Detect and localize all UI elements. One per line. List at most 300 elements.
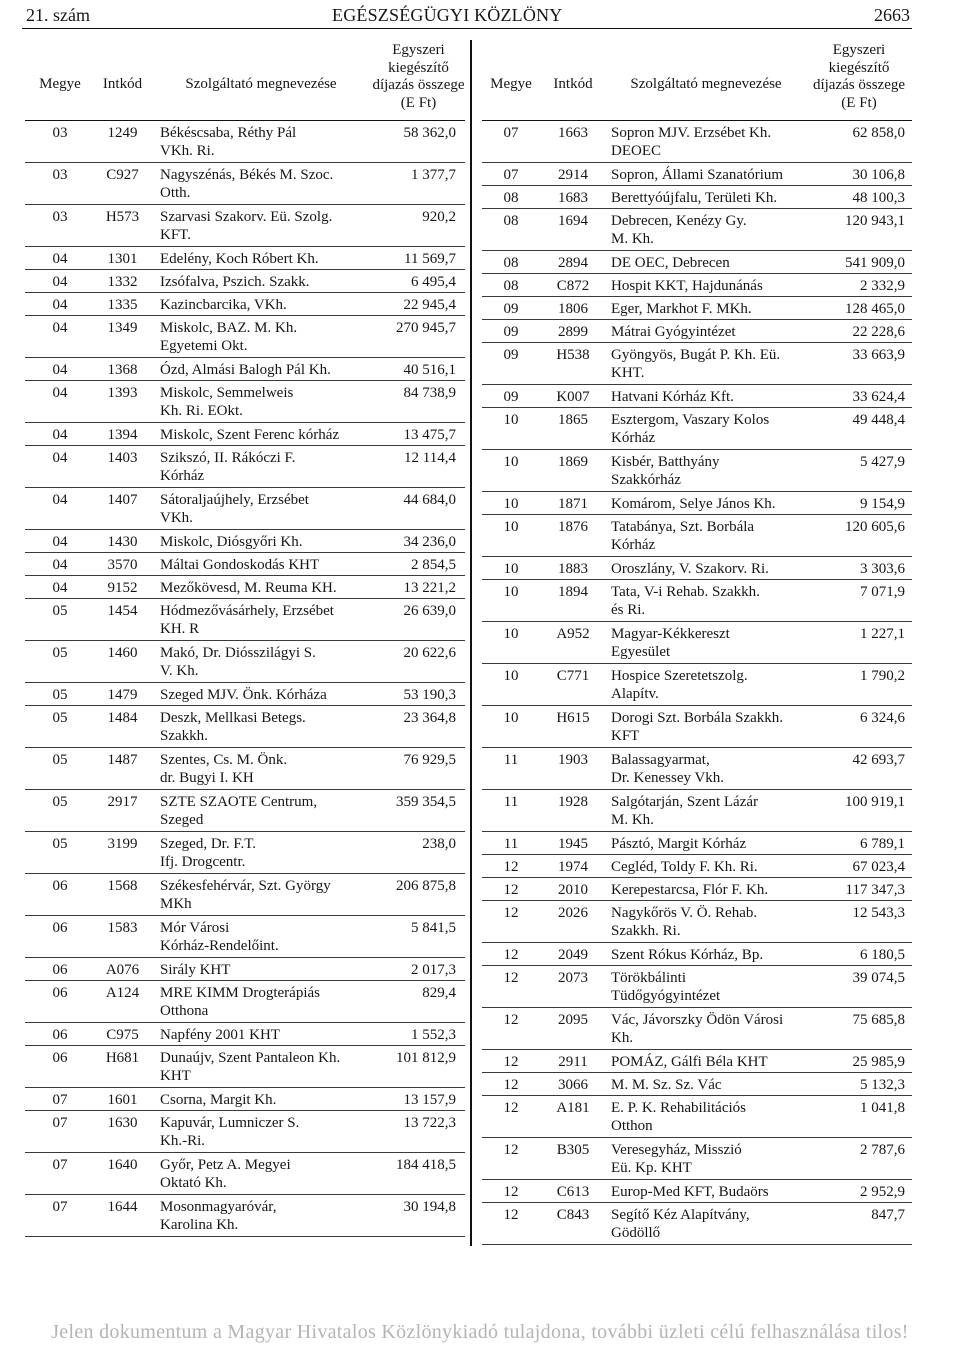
table-row — [482, 515, 912, 557]
table-body — [25, 121, 465, 1237]
institution-code: 1694 — [558, 213, 588, 229]
provider-name-line: Miskolc, BAZ. M. Kh. — [160, 320, 298, 336]
county-code: 07 — [52, 1199, 68, 1215]
provider-name-line: Izsófalva, Pszich. Szakk. — [160, 274, 310, 290]
amount: 359 354,5 — [396, 794, 456, 810]
column-header-county: Megye — [490, 76, 532, 92]
county-code: 12 — [503, 1184, 519, 1200]
amount: 6 495,4 — [411, 274, 456, 290]
provider-name — [150, 709, 372, 747]
provider-name-line: Ózd, Almási Balogh Pál Kh. — [160, 362, 331, 378]
table-row — [482, 163, 912, 186]
county-code: 04 — [52, 534, 68, 550]
county-code: 07 — [503, 167, 519, 183]
provider-name — [150, 556, 372, 575]
provider-name — [606, 1076, 806, 1095]
amount: 12 543,3 — [852, 905, 905, 921]
county-code: 10 — [503, 412, 519, 428]
table-row — [25, 247, 465, 270]
table-row — [482, 622, 912, 664]
journal-title: EGÉSZSÉGÜGYI KÖZLÖNY — [332, 5, 563, 25]
provider-name — [606, 667, 806, 705]
amount: 49 448,4 — [852, 412, 905, 428]
provider-name — [150, 1049, 372, 1087]
provider-name — [150, 1026, 372, 1045]
provider-name-line: Mosonmagyaróvár, — [160, 1199, 277, 1215]
provider-name-line: Salgótarján, Szent Lázár — [611, 794, 759, 810]
provider-name — [606, 1053, 806, 1072]
county-code: 12 — [503, 970, 519, 986]
provider-name-line: dr. Bugyi I. KH — [160, 770, 254, 786]
institution-code: 1332 — [107, 274, 138, 290]
provider-name-line: Veresegyház, Misszió — [611, 1142, 742, 1158]
provider-name — [606, 835, 806, 854]
amount: 238,0 — [422, 836, 456, 852]
provider-name-line: Szeged, Dr. F.T. — [160, 836, 257, 852]
provider-name-line: M. Kh. — [611, 812, 654, 828]
county-code: 12 — [503, 947, 519, 963]
table-row — [482, 878, 912, 901]
provider-name — [150, 273, 372, 292]
county-code: 04 — [52, 385, 68, 401]
table-row — [25, 958, 465, 981]
county-code: 09 — [503, 389, 519, 405]
table-row — [482, 320, 912, 343]
county-code: 04 — [52, 297, 68, 313]
amount: 1 790,2 — [860, 668, 905, 684]
provider-name — [606, 254, 806, 273]
amount: 33 663,9 — [852, 347, 905, 363]
column-header-amount-line: kiegészítő — [828, 59, 890, 76]
page-number: 2663 — [874, 5, 910, 25]
provider-name — [150, 296, 372, 315]
institution-code: A124 — [105, 985, 140, 1001]
table-row — [482, 580, 912, 622]
provider-name-line: MRE KIMM Drogterápiás — [160, 985, 320, 1001]
amount: 1 552,3 — [411, 1027, 456, 1043]
institution-code: 2010 — [558, 882, 588, 898]
institution-code: 1301 — [107, 251, 138, 267]
provider-name-line: DEOEC — [611, 143, 661, 159]
institution-code: 1249 — [107, 125, 138, 141]
county-code: 10 — [503, 710, 519, 726]
county-code: 08 — [503, 255, 519, 271]
provider-name-line: Karolina Kh. — [160, 1217, 239, 1233]
amount: 75 685,8 — [852, 1012, 905, 1028]
table-row — [25, 381, 465, 423]
provider-name-line: KHT — [160, 1068, 191, 1084]
table-row — [25, 1023, 465, 1046]
column-header-amount-line: díjazás összege — [812, 77, 906, 93]
provider-name-line: Kh.-Ri. — [160, 1133, 205, 1149]
column-header-amount-line: Egyszeri — [392, 42, 445, 58]
table-row — [482, 186, 912, 209]
table-row — [482, 385, 912, 408]
column-header-provider: Szolgáltató megnevezése — [630, 76, 782, 92]
provider-name-line: Esztergom, Vaszary Kolos — [611, 412, 770, 428]
provider-name-line: SZTE SZAOTE Centrum, — [160, 794, 318, 810]
amount: 13 221,2 — [403, 580, 456, 596]
institution-code: 1335 — [107, 297, 138, 313]
institution-code: 2914 — [558, 167, 588, 183]
provider-name-line: Miskolc, Szent Ferenc kórház — [160, 427, 340, 443]
table-row — [482, 450, 912, 492]
provider-name-line: Hódmezővásárhely, Erzsébet — [160, 603, 334, 619]
institution-code: 1479 — [107, 687, 138, 703]
institution-code: 2026 — [558, 905, 588, 921]
amount: 2 854,5 — [411, 557, 456, 573]
provider-name — [150, 579, 372, 598]
table-row — [482, 1008, 912, 1050]
amount: 42 693,7 — [852, 752, 905, 768]
county-code: 12 — [503, 1012, 519, 1028]
provider-name-line: Eü. Kp. KHT — [611, 1160, 692, 1176]
provider-name-line: Egyetemi Okt. — [160, 338, 248, 354]
county-code: 10 — [503, 626, 519, 642]
column-header-amount-line: (E Ft) — [400, 94, 437, 111]
provider-name-line: Tatabánya, Szt. Borbála — [611, 519, 755, 535]
table-row — [25, 874, 465, 916]
county-code: 09 — [503, 347, 519, 363]
provider-name — [150, 1156, 372, 1194]
provider-name-line: Napfény 2001 KHT — [160, 1027, 280, 1043]
amount: 920,2 — [422, 209, 456, 225]
amount: 128 465,0 — [845, 301, 905, 317]
table-row — [482, 251, 912, 274]
provider-name-line: Sopron MJV. Erzsébet Kh. — [611, 125, 772, 141]
provider-name — [606, 124, 806, 162]
table-row — [482, 966, 912, 1008]
county-code: 10 — [503, 668, 519, 684]
table-row — [482, 492, 912, 515]
county-code: 12 — [503, 1054, 519, 1070]
amount: 5 132,3 — [860, 1077, 905, 1093]
institution-code: 1430 — [107, 534, 138, 550]
table-row — [25, 423, 465, 446]
provider-name-line: Segítő Kéz Alapítvány, — [611, 1207, 750, 1223]
provider-name-line: Pásztó, Margit Kórház — [611, 836, 747, 852]
table-row — [482, 855, 912, 878]
provider-name-line: POMÁZ, Gálfi Béla KHT — [611, 1054, 768, 1070]
institution-code: 2073 — [558, 970, 588, 986]
amount: 5 427,9 — [860, 454, 905, 470]
county-code: 04 — [52, 362, 68, 378]
provider-name — [606, 323, 806, 342]
amount: 6 789,1 — [860, 836, 905, 852]
provider-name-line: Magyar-Kékkereszt — [611, 626, 730, 642]
table-row — [482, 297, 912, 320]
provider-name-line: Kazincbarcika, VKh. — [160, 297, 287, 313]
amount: 23 364,8 — [403, 710, 456, 726]
provider-name — [150, 1114, 372, 1152]
county-code: 12 — [503, 1100, 519, 1116]
institution-code: 1460 — [107, 645, 138, 661]
institution-code: 2894 — [558, 255, 588, 271]
amount: 34 236,0 — [403, 534, 456, 550]
amount: 1 227,1 — [860, 626, 905, 642]
provider-name-line: E. P. K. Rehabilitációs — [611, 1100, 746, 1116]
county-code: 04 — [52, 557, 68, 573]
amount: 44 684,0 — [403, 492, 456, 508]
table-row — [25, 1195, 465, 1237]
institution-code: 1601 — [107, 1092, 138, 1108]
institution-code: H681 — [105, 1050, 140, 1066]
amount: 30 106,8 — [852, 167, 905, 183]
institution-code: 1876 — [558, 519, 588, 535]
county-code: 10 — [503, 584, 519, 600]
provider-name-line: Balassagyarmat, — [611, 752, 710, 768]
provider-name — [606, 277, 806, 296]
amount: 76 929,5 — [403, 752, 456, 768]
amount: 39 074,5 — [852, 970, 905, 986]
provider-name-line: M. M. Sz. Sz. Vác — [611, 1077, 722, 1093]
county-code: 10 — [503, 561, 519, 577]
amount: 206 875,8 — [396, 878, 456, 894]
amount: 25 985,9 — [852, 1054, 905, 1070]
provider-name — [606, 1183, 806, 1202]
provider-name-line: KHT. — [611, 365, 645, 381]
institution-code: 1568 — [107, 878, 138, 894]
provider-name-line: Miskolc, Diósgyőri Kh. — [160, 534, 303, 550]
provider-name-line: Szikszó, II. Rákóczi F. — [160, 450, 296, 466]
table-row — [482, 343, 912, 385]
institution-code: 1883 — [558, 561, 588, 577]
provider-name-line: Nagyszénás, Békés M. Szoc. — [160, 167, 334, 183]
column-header-code: Intkód — [102, 76, 143, 92]
provider-name-line: MKh — [160, 896, 192, 912]
provider-name-line: Szarvasi Szakorv. Eü. Szolg. — [160, 209, 333, 225]
institution-code: 1407 — [107, 492, 138, 508]
table-row — [25, 446, 465, 488]
provider-name-line: V. Kh. — [160, 663, 199, 679]
provider-name-line: Sirály KHT — [160, 962, 231, 978]
institution-code: 1349 — [107, 320, 138, 336]
provider-name-line: Kórház — [160, 468, 205, 484]
table-row — [25, 599, 465, 641]
table-body — [482, 121, 912, 1245]
county-code: 09 — [503, 324, 519, 340]
amount: 40 516,1 — [403, 362, 456, 378]
provider-name-line: VKh. — [160, 510, 193, 526]
provider-name — [606, 300, 806, 319]
table-row — [482, 1096, 912, 1138]
provider-name-line: Sopron, Állami Szanatórium — [611, 167, 784, 183]
institution-code: A952 — [556, 626, 590, 642]
county-code: 12 — [503, 1207, 519, 1223]
column-header-provider: Szolgáltató megnevezése — [185, 76, 337, 92]
provider-name — [150, 533, 372, 552]
county-code: 03 — [52, 167, 68, 183]
provider-name-line: Miskolc, Semmelweis — [160, 385, 294, 401]
institution-code: C771 — [556, 668, 590, 684]
amount: 1 377,7 — [411, 167, 456, 183]
county-code: 06 — [52, 962, 68, 978]
table-header — [25, 40, 465, 121]
table-row — [482, 408, 912, 450]
column-header-amount-line: kiegészítő — [388, 59, 449, 76]
provider-name-line: Tata, V-i Rehab. Szakkh. — [611, 584, 760, 600]
amount: 2 332,9 — [860, 278, 905, 294]
provider-name-line: Cegléd, Toldy F. Kh. Ri. — [611, 859, 758, 875]
county-code: 06 — [52, 1050, 68, 1066]
amount: 1 041,8 — [860, 1100, 905, 1116]
provider-name-line: Berettyóújfalu, Területi Kh. — [611, 190, 778, 206]
table-row — [25, 981, 465, 1023]
provider-name — [150, 208, 372, 246]
provider-name — [606, 625, 806, 663]
provider-name — [606, 583, 806, 621]
amount: 184 418,5 — [396, 1157, 456, 1173]
provider-name — [150, 751, 372, 789]
table-row — [482, 1203, 912, 1245]
institution-code: 1894 — [558, 584, 588, 600]
table-row — [25, 358, 465, 381]
provider-name — [150, 166, 372, 204]
county-code: 12 — [503, 1077, 519, 1093]
amount: 12 114,4 — [404, 450, 456, 466]
table-row — [25, 316, 465, 358]
table-row — [25, 790, 465, 832]
amount: 100 919,1 — [845, 794, 905, 810]
amount: 541 909,0 — [845, 255, 905, 271]
provider-name — [150, 250, 372, 269]
table-row — [482, 1138, 912, 1180]
provider-name-line: Csorna, Margit Kh. — [160, 1092, 277, 1108]
table-row — [482, 557, 912, 580]
institution-code: 1454 — [107, 603, 138, 619]
provider-name-line: Alapítv. — [611, 686, 659, 702]
provider-name — [606, 388, 806, 407]
amount: 26 639,0 — [403, 603, 456, 619]
column-header-amount-line: Egyszeri — [832, 42, 886, 58]
county-code: 04 — [52, 492, 68, 508]
institution-code: C613 — [556, 1184, 590, 1200]
amount: 6 180,5 — [860, 947, 905, 963]
provider-name-line: Szeged MJV. Önk. Kórháza — [160, 687, 327, 703]
provider-name — [150, 644, 372, 682]
provider-name-line: Otthona — [160, 1003, 209, 1019]
provider-name-line: Deszk, Mellkasi Betegs. — [160, 710, 306, 726]
provider-name — [606, 411, 806, 449]
provider-name — [150, 491, 372, 529]
provider-name-line: KFT — [611, 728, 640, 744]
institution-code: 2917 — [107, 794, 138, 810]
column-header-code: Intkód — [553, 76, 593, 92]
provider-name — [150, 877, 372, 915]
page-header — [22, 3, 912, 29]
provider-name — [150, 686, 372, 705]
amount: 101 812,9 — [396, 1050, 456, 1066]
table-row — [25, 553, 465, 576]
provider-name — [150, 984, 372, 1022]
provider-name — [150, 319, 372, 357]
amount: 13 475,7 — [403, 427, 456, 443]
provider-name-line: Ifj. Drogcentr. — [160, 854, 246, 870]
provider-name-line: Hatvani Kórház Kft. — [611, 389, 734, 405]
provider-name-line: Szakkórház — [611, 472, 681, 488]
provider-name — [606, 518, 806, 556]
county-code: 08 — [503, 278, 519, 294]
column-header-county: Megye — [39, 76, 81, 92]
institution-code: B305 — [556, 1142, 590, 1158]
table-row — [482, 943, 912, 966]
column-header-amount-line: díjazás összege — [372, 77, 465, 93]
provider-name — [150, 919, 372, 957]
provider-name-line: Máltai Gondoskodás KHT — [160, 557, 320, 573]
county-code: 12 — [503, 1142, 519, 1158]
amount: 11 569,7 — [404, 251, 456, 267]
county-code: 06 — [52, 985, 68, 1001]
provider-name-line: és Ri. — [611, 602, 646, 618]
institution-code: 1487 — [107, 752, 138, 768]
table-row — [25, 1088, 465, 1111]
county-code: 11 — [503, 836, 519, 852]
institution-code: K007 — [556, 389, 590, 405]
county-code: 07 — [503, 125, 519, 141]
provider-name-line: Mátrai Gyógyintézet — [611, 324, 736, 340]
provider-name-line: Kh. Ri. EOkt. — [160, 403, 243, 419]
provider-name-line: Gödöllő — [611, 1225, 661, 1241]
provider-name — [150, 426, 372, 445]
provider-name-line: Eger, Markhot F. MKh. — [611, 301, 752, 317]
amount: 20 622,6 — [403, 645, 456, 661]
county-code: 05 — [52, 710, 68, 726]
provider-name — [150, 449, 372, 487]
institution-code: 1663 — [558, 125, 588, 141]
table-row — [25, 121, 465, 163]
provider-name-line: Komárom, Selye János Kh. — [611, 496, 776, 512]
amount: 33 624,4 — [852, 389, 905, 405]
table-row — [482, 274, 912, 297]
provider-name-line: Kh. — [611, 1030, 634, 1046]
institution-code: 1484 — [107, 710, 138, 726]
institution-code: 2911 — [558, 1054, 588, 1070]
institution-code: 1640 — [107, 1157, 138, 1173]
institution-code: 1644 — [107, 1199, 138, 1215]
county-code: 10 — [503, 496, 519, 512]
table-row — [482, 790, 912, 832]
amount: 2 017,3 — [411, 962, 456, 978]
provider-name-line: Otth. — [160, 185, 191, 201]
amount: 53 190,3 — [403, 687, 456, 703]
table-row — [25, 748, 465, 790]
institution-code: 1928 — [558, 794, 588, 810]
provider-name — [606, 751, 806, 789]
institution-code: H538 — [556, 347, 590, 363]
amount: 5 841,5 — [411, 920, 456, 936]
amount: 120 605,6 — [845, 519, 905, 535]
provider-name-line: Edelény, Koch Róbert Kh. — [160, 251, 319, 267]
institution-code: H615 — [556, 710, 590, 726]
amount: 3 303,6 — [860, 561, 905, 577]
provider-name-line: Tüdőgyógyintézet — [611, 988, 721, 1004]
provider-name — [606, 560, 806, 579]
amount: 84 738,9 — [403, 385, 456, 401]
table-row — [482, 1050, 912, 1073]
provider-name-line: Dunaújv, Szent Pantaleon Kh. — [160, 1050, 341, 1066]
provider-name-line: Nagykőrös V. Ö. Rehab. — [611, 905, 758, 921]
provider-name — [606, 946, 806, 965]
table-row — [25, 205, 465, 247]
provider-name-line: KH. R — [160, 621, 200, 637]
county-code: 05 — [52, 645, 68, 661]
table-row — [482, 209, 912, 251]
provider-name — [606, 453, 806, 491]
county-code: 12 — [503, 882, 519, 898]
institution-code: 1630 — [107, 1115, 138, 1131]
provider-name-line: Hospice Szeretetszolg. — [611, 668, 748, 684]
county-code: 04 — [52, 320, 68, 336]
